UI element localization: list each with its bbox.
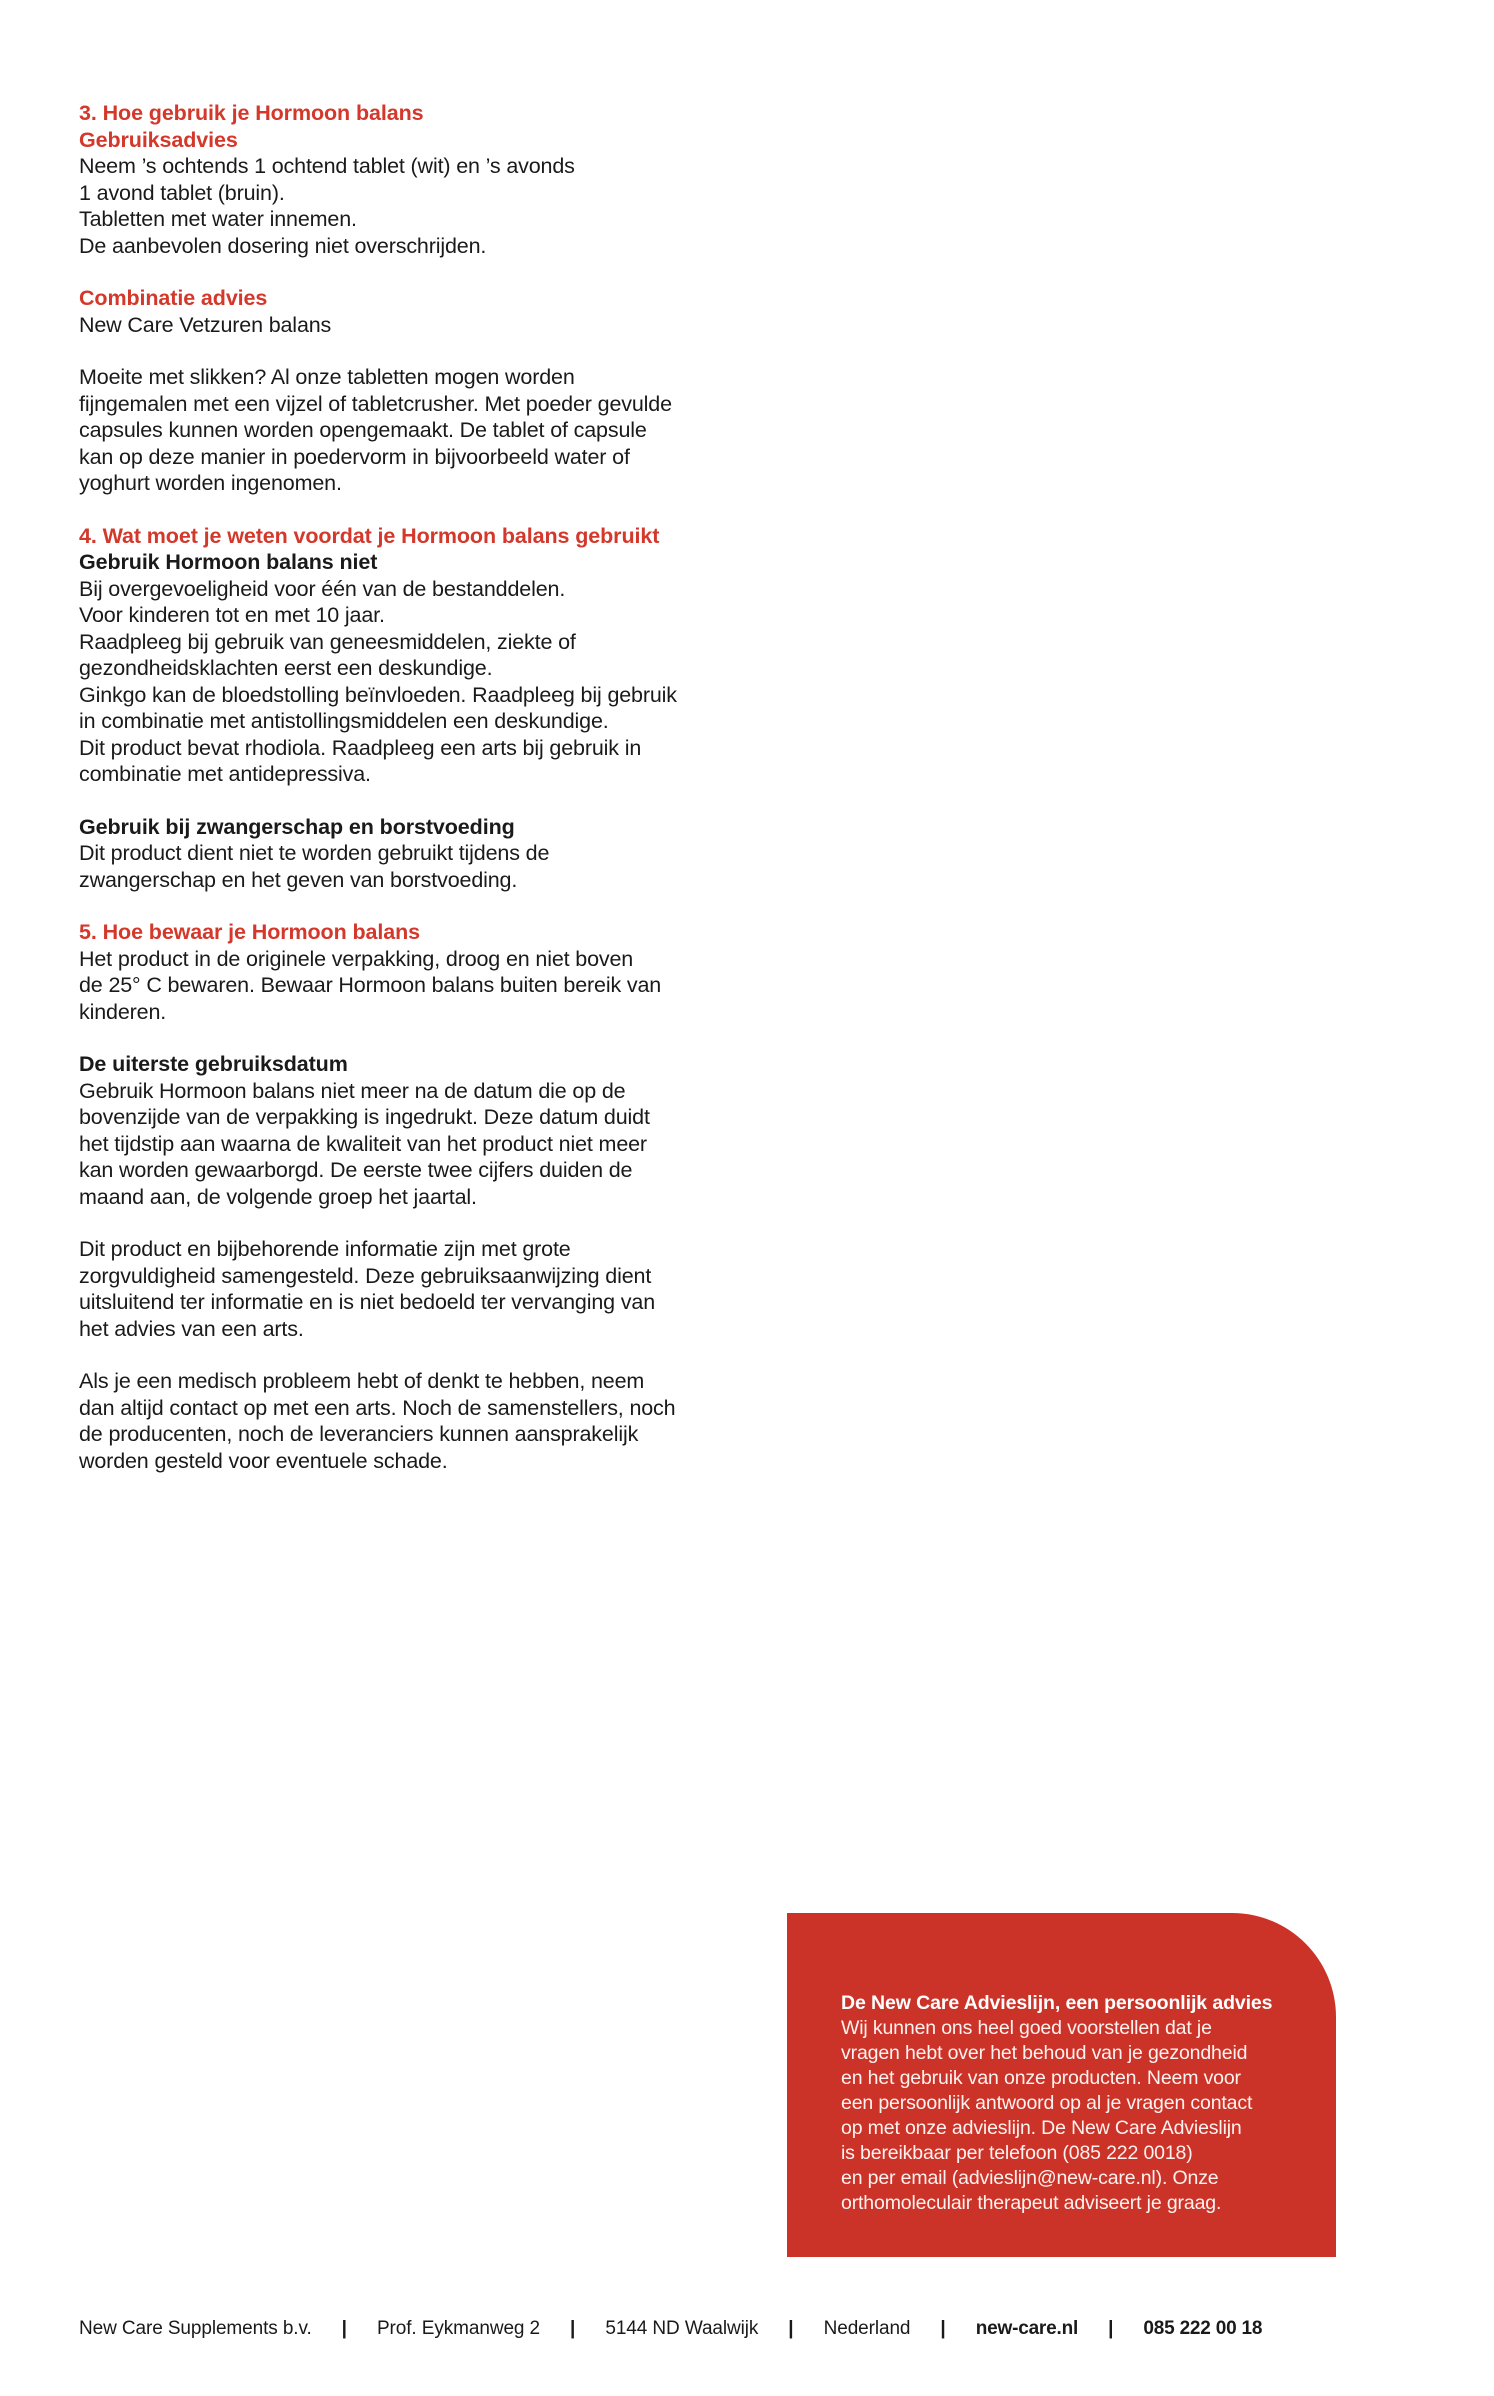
advice-line: een persoonlijk antwoord op al je vragen contact (841, 2092, 1253, 2114)
advice-panel-body (841, 2016, 1311, 2216)
section-gap (79, 1210, 739, 1236)
section-section-4 (79, 523, 739, 788)
body-line: gezondheidsklachten eerst een deskundige. (79, 656, 493, 680)
footer-item: 5144 ND Waalwijk (605, 2318, 759, 2339)
body-line: De aanbevolen dosering niet overschrijden. (79, 233, 487, 258)
section-subheading-bold: Gebruik Hormoon balans niet (79, 550, 378, 574)
section-zwangerschap (79, 814, 739, 894)
body-line: Bij overgevoeligheid voor één van de bestanddelen. (79, 576, 566, 601)
footer-item: Prof. Eykmanweg 2 (376, 2318, 541, 2339)
body-line: Neem ’s ochtends 1 ochtend tablet (wit) en ’s avonds (79, 154, 575, 178)
advice-line: vragen hebt over het behoud van je gezondheid (841, 2042, 1248, 2064)
body-line: Tabletten met water innemen. (79, 207, 357, 231)
body-line: yoghurt worden ingenomen. (79, 471, 342, 495)
body-line: de 25° C bewaren. Bewaar Hormoon balans buiten bereik van (79, 973, 662, 997)
body-line: New Care Vetzuren balans (79, 312, 332, 337)
advice-line: orthomoleculair therapeut adviseert je graag. (841, 2192, 1222, 2214)
body-line: het advies van een arts. (79, 1316, 304, 1341)
body-line: Het product in de originele verpakking, droog en niet boven (79, 946, 634, 971)
document-body (79, 100, 739, 1474)
section-disclaimer-2 (79, 1368, 739, 1474)
body-line: worden gesteld voor eventuele schade. (79, 1448, 448, 1473)
advice-line: en per email (advieslijn@new-care.nl). Onze (841, 2167, 1219, 2189)
section-subheading: Gebruiksadvies (79, 127, 238, 152)
body-line: Voor kinderen tot en met 10 jaar. (79, 603, 385, 627)
footer-separator: | (788, 2318, 794, 2339)
section-gap (79, 788, 739, 814)
advice-line: op met onze advieslijn. De New Care Advieslijn (841, 2117, 1242, 2139)
body-line: in combinatie met antistollingsmiddelen een deskundige. (79, 709, 609, 733)
body-line: capsules kunnen worden opengemaakt. De tablet of capsule (79, 418, 647, 442)
body-line: Moeite met slikken? Al onze tabletten mogen worden (79, 365, 575, 389)
section-heading: 5. Hoe bewaar je Hormoon balans (79, 920, 420, 944)
section-slikken-paragraph (79, 364, 739, 497)
body-line: het tijdstip aan waarna de kwaliteit van het product niet meer (79, 1131, 647, 1156)
footer-item: Nederland (823, 2318, 911, 2339)
section-gebruiksdatum (79, 1051, 739, 1210)
body-line: combinatie met antidepressiva. (79, 762, 371, 786)
body-line: Ginkgo kan de bloedstolling beïnvloeden. Raadpleeg bij gebruik (79, 682, 677, 707)
body-line: uitsluitend ter informatie en is niet bedoeld ter vervanging van (79, 1290, 656, 1314)
body-line: zwangerschap en het geven van borstvoeding. (79, 867, 518, 892)
section-heading: Combinatie advies (79, 286, 268, 310)
advice-line: Wij kunnen ons heel goed voorstellen dat je (841, 2017, 1212, 2039)
body-line: maand aan, de volgende groep het jaartal. (79, 1184, 477, 1209)
body-line: bovenzijde van de verpakking is ingedrukt. Deze datum duidt (79, 1105, 650, 1129)
section-combinatie-advies (79, 285, 739, 338)
body-line: Gebruik Hormoon balans niet meer na de datum die op de (79, 1078, 626, 1103)
footer-item[interactable]: 085 222 00 18 (1143, 2318, 1263, 2339)
footer-separator: | (1108, 2318, 1114, 2339)
body-line: dan altijd contact op met een arts. Noch de samenstellers, noch (79, 1395, 676, 1420)
section-heading: 4. Wat moet je weten voordat je Hormoon balans gebruikt (79, 523, 660, 548)
footer-separator: | (940, 2318, 946, 2339)
section-disclaimer-1 (79, 1236, 739, 1342)
body-line: Dit product en bijbehorende informatie zijn met grote (79, 1237, 571, 1261)
body-line: fijngemalen met een vijzel of tabletcrusher. Met poeder gevulde (79, 391, 672, 416)
footer-separator: | (341, 2318, 347, 2339)
body-line: Als je een medisch probleem hebt of denkt te hebben, neem (79, 1369, 645, 1393)
body-line: Raadpleeg bij gebruik van geneesmiddelen, ziekte of (79, 629, 576, 654)
section-gap (79, 497, 739, 523)
section-subheading-bold: De uiterste gebruiksdatum (79, 1052, 348, 1076)
body-line: kinderen. (79, 999, 167, 1024)
body-line: 1 avond tablet (bruin). (79, 180, 285, 205)
section-heading: 3. Hoe gebruik je Hormoon balans (79, 101, 424, 125)
section-gap (79, 893, 739, 919)
footer-separator: | (570, 2318, 576, 2339)
page-footer (79, 2318, 1419, 2340)
advice-panel-title: De New Care Advieslijn, een persoonlijk advies (841, 1992, 1273, 2014)
section-gap (79, 338, 739, 364)
body-line: Dit product bevat rhodiola. Raadpleeg een arts bij gebruik in (79, 735, 642, 760)
section-section-5 (79, 919, 739, 1025)
body-line: kan worden gewaarborgd. De eerste twee cijfers duiden de (79, 1158, 633, 1182)
section-section-3 (79, 100, 739, 259)
body-line: Dit product dient niet te worden gebruikt tijdens de (79, 841, 550, 865)
advice-line: is bereikbaar per telefoon (085 222 0018) (841, 2142, 1193, 2164)
footer-item: New Care Supplements b.v. (79, 2318, 312, 2339)
section-gap (79, 259, 739, 285)
body-line: zorgvuldigheid samengesteld. Deze gebruiksaanwijzing dient (79, 1263, 652, 1288)
section-gap (79, 1342, 739, 1368)
section-gap (79, 1025, 739, 1051)
body-line: kan op deze manier in poedervorm in bijvoorbeeld water of (79, 444, 630, 469)
advice-panel-content (841, 1991, 1311, 2216)
advice-line: en het gebruik van onze producten. Neem voor (841, 2067, 1241, 2089)
body-line: de producenten, noch de leveranciers kunnen aansprakelijk (79, 1422, 639, 1446)
section-subheading-bold: Gebruik bij zwangerschap en borstvoeding (79, 814, 515, 839)
footer-item[interactable]: new-care.nl (975, 2318, 1079, 2339)
advice-panel (787, 1913, 1336, 2257)
